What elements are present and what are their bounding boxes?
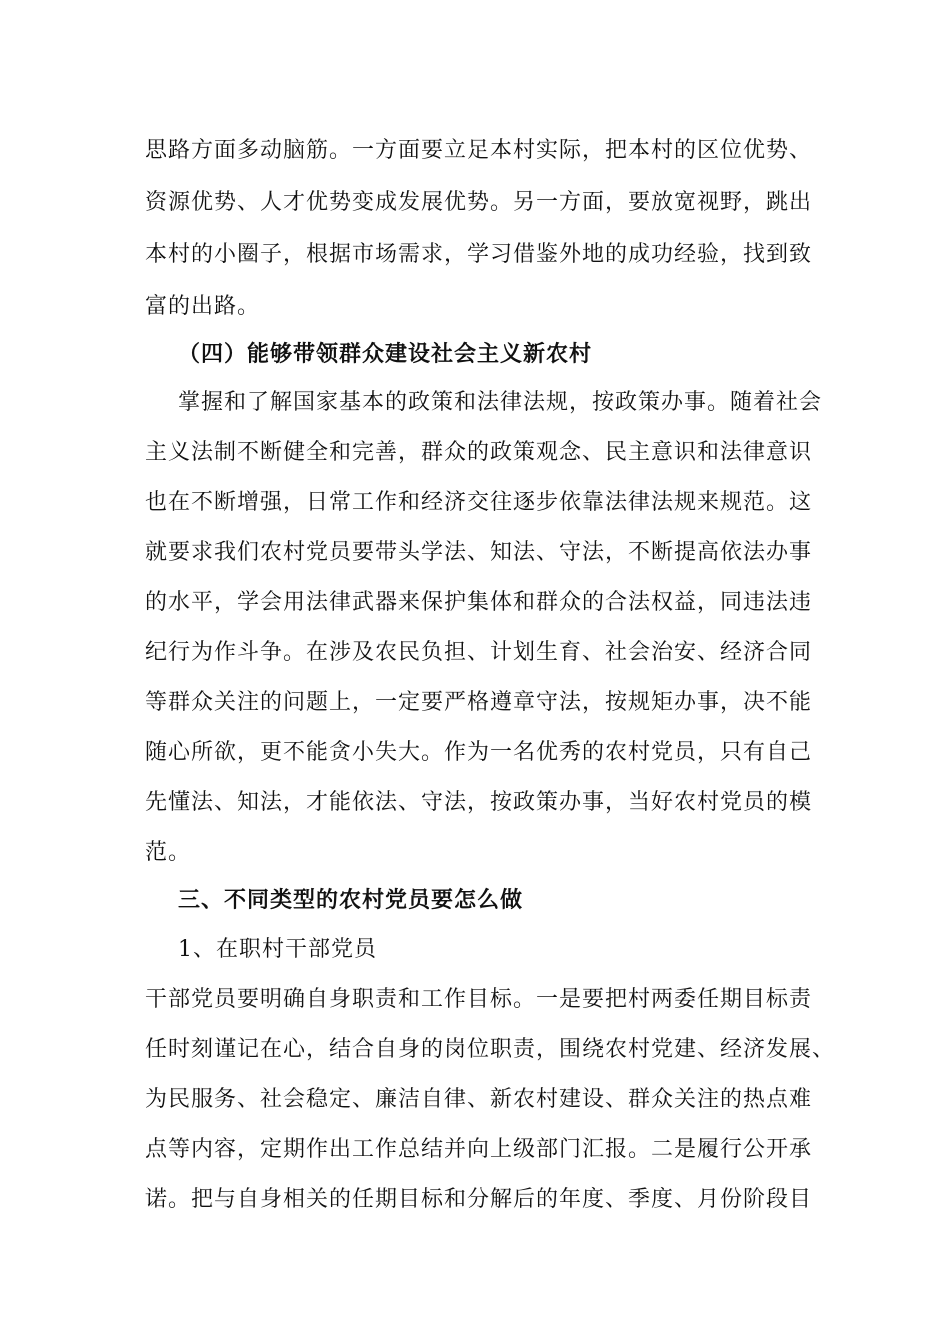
text-line: 诺。把与自身相关的任期目标和分解后的年度、季度、月份阶段目 [145,1187,813,1212]
text-line: 也在不断增强，日常工作和经济交往逐步依靠法律法规来规范。这 [145,490,813,515]
section-heading: （四）能够带领群众建设社会主义新农村 [178,341,593,367]
text-line: 富的出路。 [145,294,261,319]
text-line: 为民服务、社会稳定、廉洁自律、新农村建设、群众关注的热点难 [145,1087,813,1112]
text-line: 干部党员要明确自身职责和工作目标。一是要把村两委任期目标责 [145,987,813,1012]
text-line: 等群众关注的问题上，一定要严格遵章守法，按规矩办事，决不能 [145,690,813,715]
text-line: 主义法制不断健全和完善，群众的政策观念、民主意识和法律意识 [145,440,813,465]
text-line: 掌握和了解国家基本的政策和法律法规，按政策办事。随着社会 [178,390,823,415]
text-line: 的水平，学会用法律武器来保护集体和群众的合法权益，同违法违 [145,590,813,615]
text-line: 思路方面多动脑筋。一方面要立足本村实际，把本村的区位优势、 [145,138,813,163]
text-line: 点等内容，定期作出工作总结并向上级部门汇报。二是履行公开承 [145,1137,813,1162]
text-line: 范。 [145,840,192,865]
text-line: 先懂法、知法，才能依法、守法，按政策办事，当好农村党员的模 [145,790,813,815]
text-line: 本村的小圈子，根据市场需求，学习借鉴外地的成功经验，找到致 [145,242,813,267]
section-heading: 三、不同类型的农村党员要怎么做 [178,887,524,913]
text-line: 资源优势、人才优势变成发展优势。另一方面，要放宽视野，跳出 [145,190,813,215]
text-line: 就要求我们农村党员要带头学法、知法、守法，不断提高依法办事 [145,540,813,565]
subsection-heading: 1、在职村干部党员 [178,937,377,962]
text-line: 任时刻谨记在心，结合自身的岗位职责，围绕农村党建、经济发展、 [145,1037,836,1062]
text-line: 纪行为作斗争。在涉及农民负担、计划生育、社会治安、经济合同 [145,640,813,665]
text-line: 随心所欲，更不能贪小失大。作为一名优秀的农村党员，只有自己 [145,740,813,765]
